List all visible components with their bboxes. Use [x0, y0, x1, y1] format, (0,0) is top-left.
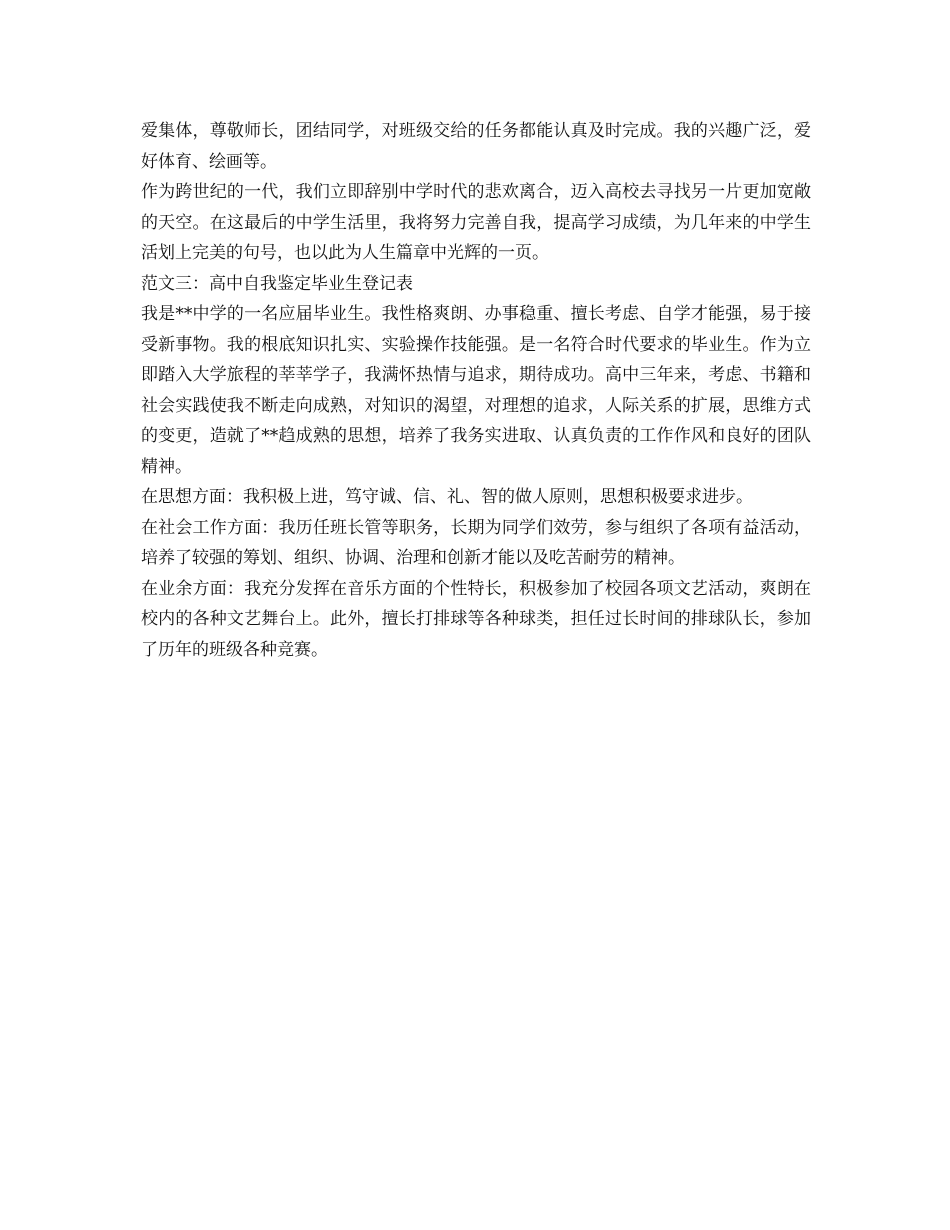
section-heading: 范文三：高中自我鉴定毕业生登记表	[141, 273, 413, 294]
paragraph-leisure: 在业余方面：我充分发挥在音乐方面的个性特长，积极参加了校园各项文艺活动，爽朗在校内的各种文艺舞台上。此外，擅长打排球等各种球类，担任过长时间的排球队长，参加了历年的班级各种竞赛。	[141, 578, 811, 660]
paragraph-social-work: 在社会工作方面：我历任班长管等职务，长期为同学们效劳，参与组织了各项有益活动，培养了较强的筹划、组织、协调、治理和创新才能以及吃苦耐劳的精神。	[141, 517, 811, 568]
paragraph-introduction: 我是**中学的一名应届毕业生。我性格爽朗、办事稳重、擅长考虑、自学才能强，易于接受新事物。我的根底知识扎实、实验操作技能强。是一名符合时代要求的毕业生。作为立即踏入大学旅程的莘莘学子，我满怀热情与追求，期待成功。高中三年来，考虑、书籍和社会实践使我不断走向成熟，对知识的渴望，对理想的追求，人际关系的扩展，思维方式的变更，造就了**趋成熟的思想，培养了我务实进取、认真负责的工作作风和良好的团队精神。	[141, 304, 811, 477]
paragraph-future: 作为跨世纪的一代，我们立即辞别中学时代的悲欢离合，迈入高校去寻找另一片更加宽敞的天空。在这最后的中学生活里，我将努力完善自我，提高学习成绩，为几年来的中学生活划上完美的句号，也以此为人生篇章中光辉的一页。	[141, 182, 811, 263]
paragraph-interests: 爱集体，尊敬师长，团结同学，对班级交给的任务都能认真及时完成。我的兴趣广泛，爱好体育、绘画等。	[141, 121, 811, 172]
paragraph-thought: 在思想方面：我积极上进，笃守诚、信、礼、智的做人原则，思想积极要求进步。	[141, 487, 753, 507]
document-body	[141, 116, 811, 665]
